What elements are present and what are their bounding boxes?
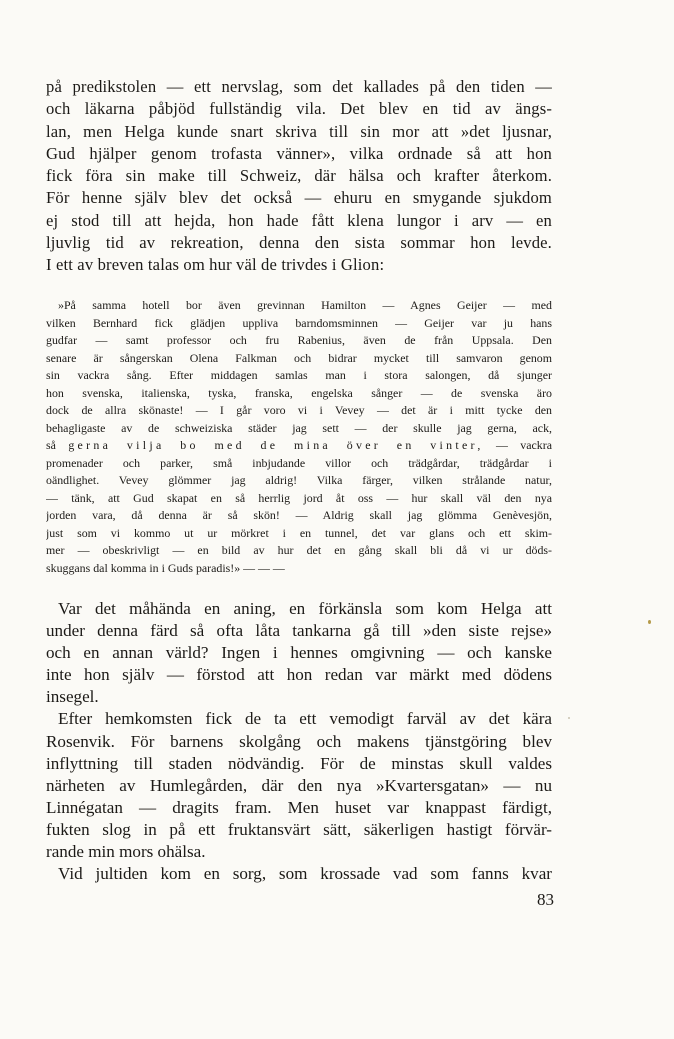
- quote-line: »På samma hotell bor även grevinnan Hamilton — Agnes Geijer — med: [58, 298, 552, 312]
- text-line: inflyttning till staden nödvändig. För de minstas skull valdes: [46, 753, 552, 773]
- paragraph-closing: [46, 598, 552, 885]
- quote-line-spaced: [46, 437, 552, 455]
- text-line: Vid jultiden kom en sorg, som krossade vad som fanns kvar: [58, 864, 552, 884]
- text-line: Var det måhända en aning, en förkänsla som kom Helga att: [58, 599, 552, 618]
- letter-quotation: [46, 297, 552, 577]
- page-number: 83: [537, 890, 554, 909]
- text-line: Efter hemkomsten fick de ta ett vemodigt farväl av det kära: [58, 709, 552, 729]
- quote-line: senare är sångerskan Olena Falkman och bidrar mycket till samvaron genom: [46, 350, 552, 365]
- paper-speck: [648, 620, 651, 624]
- text-line: fukten slog in på ett fruktansvärt sätt, säkerligen hastigt förvär-: [46, 819, 552, 839]
- quote-line: — tänk, att Gud skapat en så herrlig jord åt oss — hur skall väl den nya: [46, 490, 552, 505]
- quote-line: oändlighet. Vevey glömmer jag aldrig! Vilka färger, vilken strålande natur,: [46, 473, 552, 487]
- quote-line: hon svenska, italienska, tyska, franska, engelska sånger — de svenska äro: [46, 385, 552, 400]
- spaced-prefix: så: [46, 438, 56, 452]
- quote-line: mer — obeskrivligt — en bild av hur det en gång skall bli då vi ur döds-: [46, 543, 552, 557]
- text-line: ej stod till att hejda, hon hade fått klena lungor i arv — en: [46, 210, 552, 230]
- text-line: För henne själv blev det också — ehuru en smygande sjukdom: [46, 188, 552, 208]
- text-line: insegel.: [46, 687, 99, 707]
- text-line: Gud hjälper genom trofasta vänner», vilka ordnade så att hon: [46, 143, 552, 163]
- quote-line: just som vi kommo ut ur mörkret i en tunnel, det var glans och ett skim-: [46, 525, 552, 540]
- text-line: på predikstolen — ett nervslag, som det kallades på den tiden —: [46, 77, 552, 96]
- quote-line: behagligaste av de schweiziska städer jag sett — der skulle jag gerna, ack,: [46, 420, 552, 435]
- text-line: och läkarna påbjöd fullständig vila. Det blev en tid av ängs-: [46, 99, 552, 119]
- text-line: ljuvlig tid av rekreation, denna den sista sommar hon levde.: [46, 233, 552, 253]
- quote-line: dock de allra skönaste! — I går voro vi i Vevey — det är i mitt tycke den: [46, 403, 552, 417]
- text-line: rande min mors ohälsa.: [46, 842, 206, 862]
- text-line: lan, men Helga kunde snart skriva till sin mor att »det ljusnar,: [46, 121, 552, 141]
- quote-line: vilken Bernhard fick glädjen uppliva barndomsminnen — Geijer var ju hans: [46, 315, 552, 330]
- text-line: och en annan värld? Ingen i hennes omgivning — och kanske: [46, 643, 552, 663]
- text-line: under denna färd så ofta låta tankarna gå till »den siste rejse»: [46, 621, 552, 641]
- spaced-emphasis: gerna vilja bo med de mina över en vinter,: [68, 438, 484, 452]
- text-line: inte hon själv — förstod att hon redan var märkt med dödens: [46, 665, 552, 685]
- text-line: I ett av breven talas om hur väl de trivdes i Glion:: [46, 255, 385, 275]
- text-line: Linnégatan — dragits fram. Men huset var knappast färdigt,: [46, 797, 552, 817]
- quote-line: sin vackra sång. Efter middagen samlas man i stora salongen, då sjunger: [46, 368, 552, 382]
- text-line: Rosenvik. För barnens skolgång och makens tjänstgöring blev: [46, 731, 552, 751]
- spaced-suffix: — vackra: [496, 438, 552, 452]
- paragraph-opening: [46, 76, 552, 277]
- quote-line: gudfar — samt professor och fru Rabenius, även de från Uppsala. Den: [46, 333, 552, 347]
- paper-speck: [568, 717, 570, 719]
- quote-line: jorden vara, då denna är så skön! — Aldrig skall jag glömma Genèvesjön,: [46, 508, 552, 522]
- quote-line: promenader och parker, små inbjudande villor och trädgårdar, trädgårdar i: [46, 455, 552, 470]
- quote-line: skuggans dal komma in i Guds paradis!» — — —: [46, 560, 285, 575]
- text-line: närheten av Humlegården, där den nya »Kvartersgatan» — nu: [46, 775, 552, 795]
- text-line: fick föra sin make till Schweiz, där hälsa och krafter återkom.: [46, 166, 552, 186]
